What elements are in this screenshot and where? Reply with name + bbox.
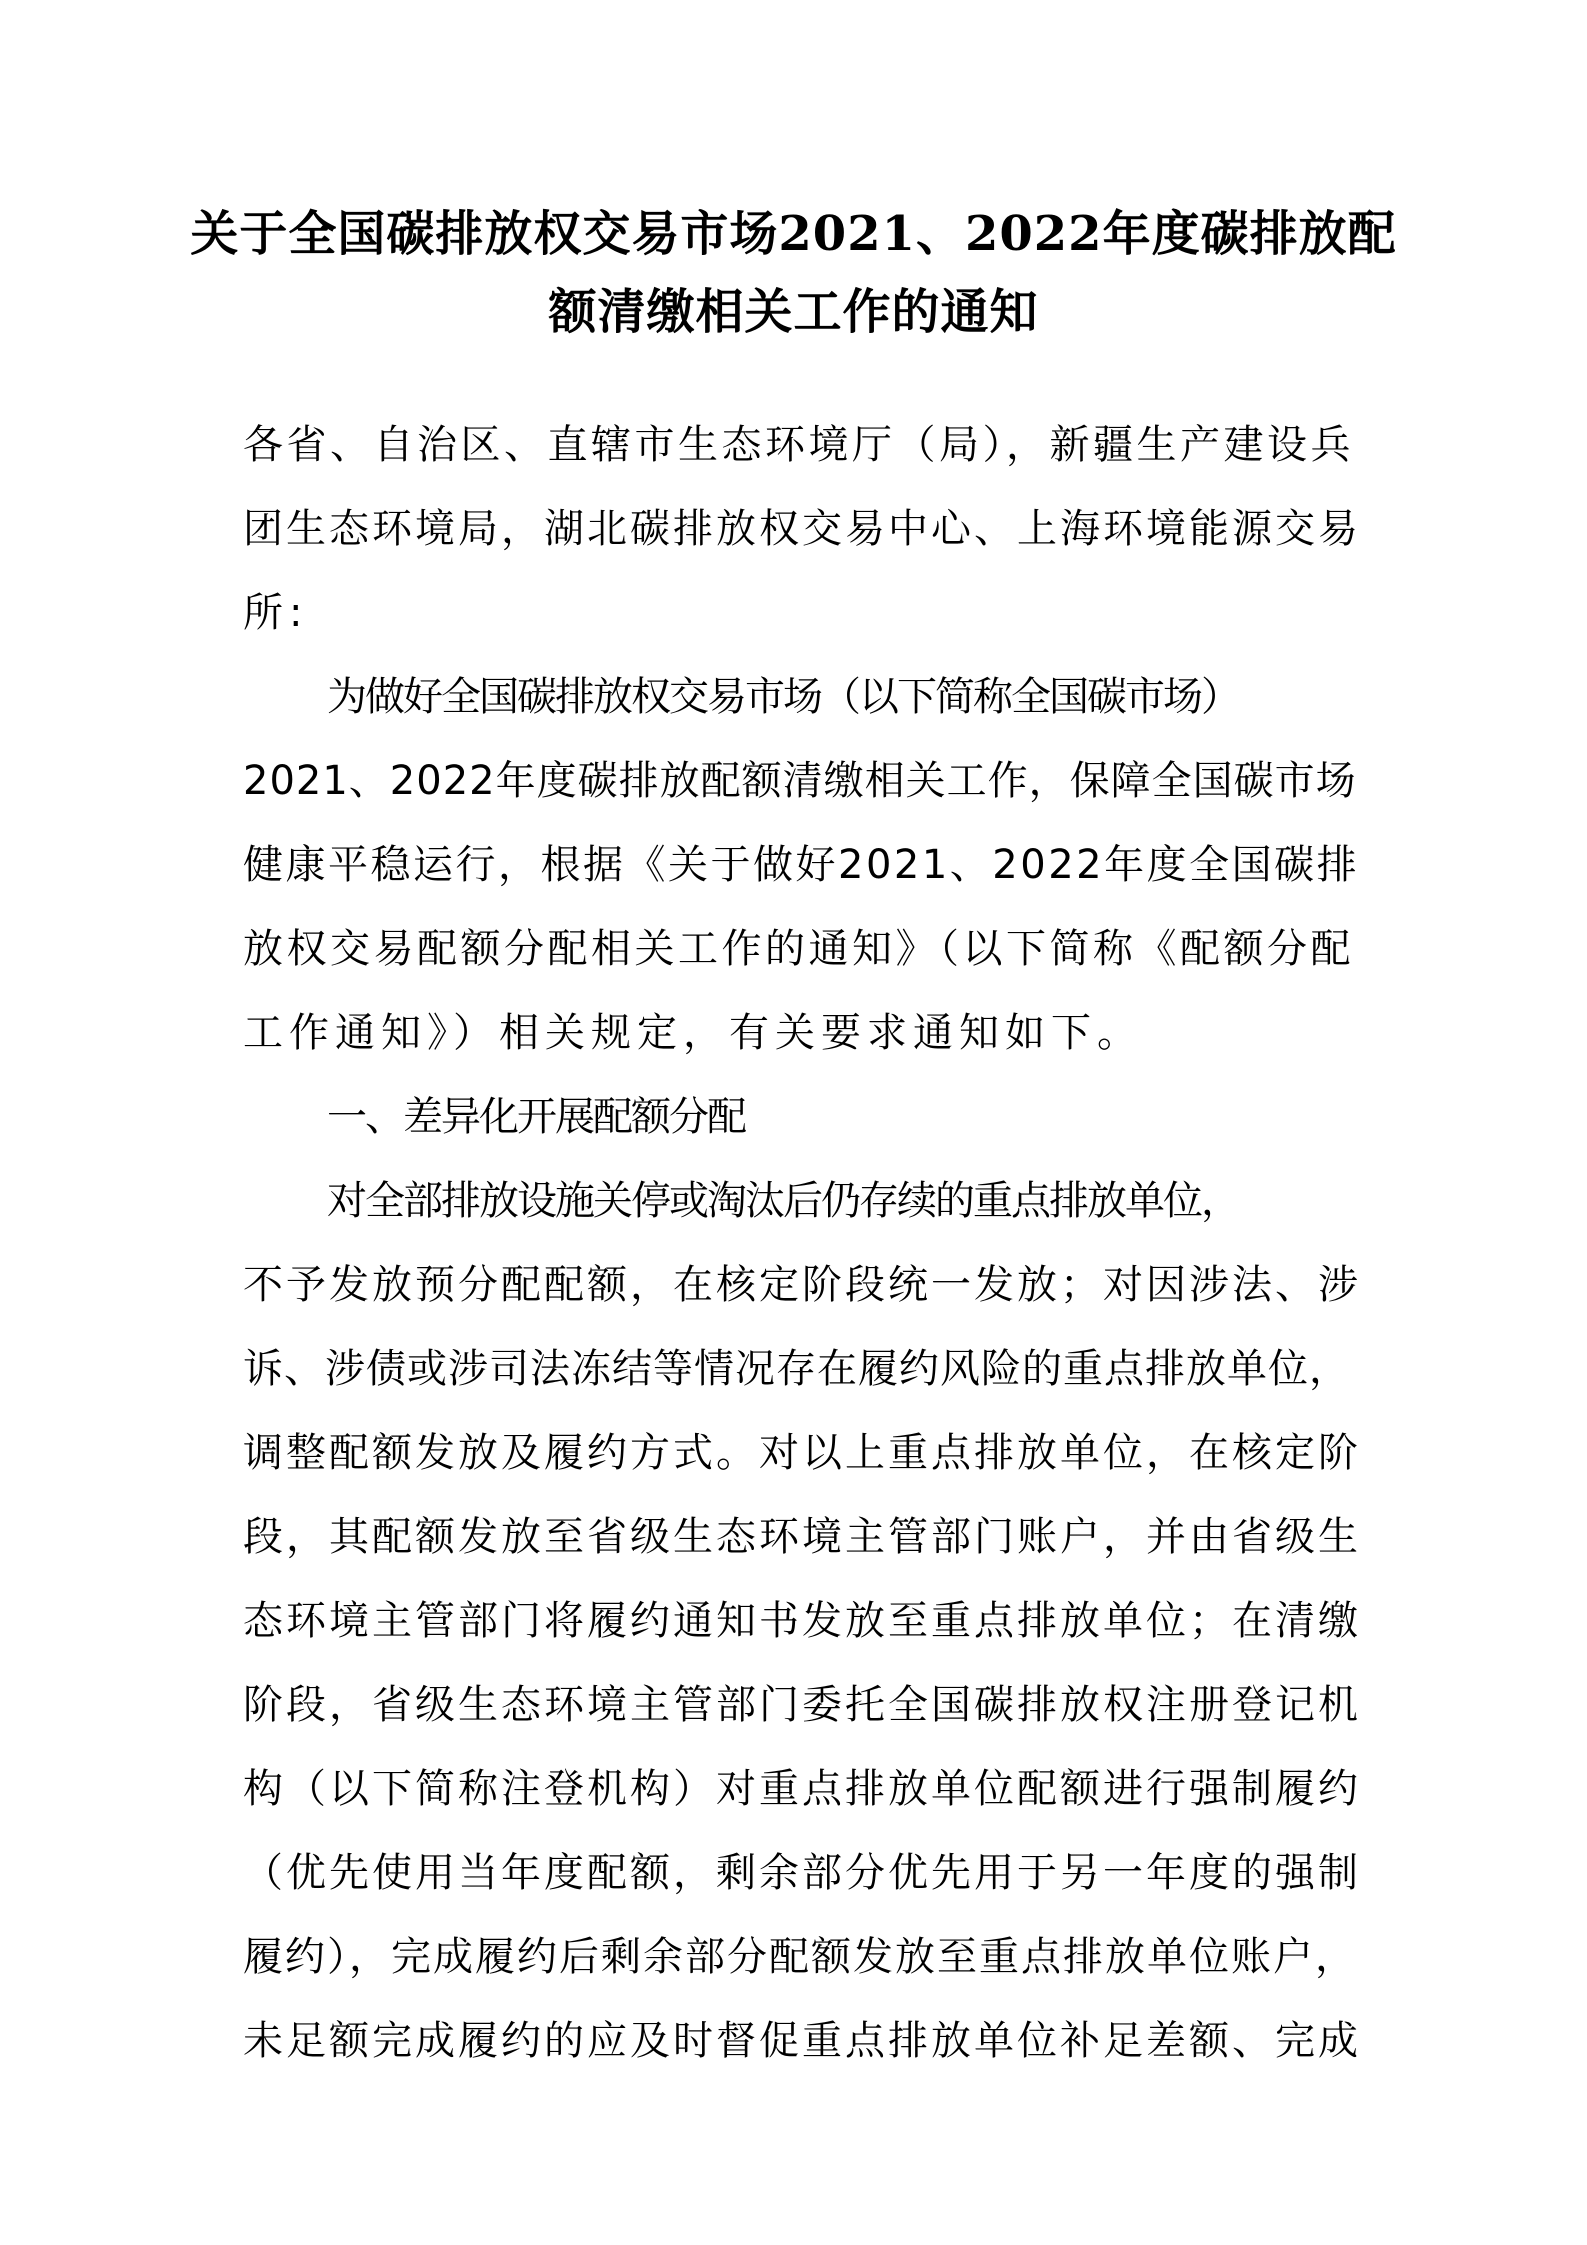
body-line: 段，其配额发放至省级生态环境主管部门账户，并由省级生 [243, 1514, 1361, 1560]
body-line: （优先使用当年度配额，剩余部分优先用于另一年度的强制 [243, 1850, 1361, 1896]
body-line: 构（以下简称注登机构）对重点排放单位配额进行强制履约 [243, 1766, 1361, 1812]
body-line: 团生态环境局，湖北碳排放权交易中心、上海环境能源交易 [243, 506, 1361, 552]
body-line: 健康平稳运行，根据《关于做好2021、2022年度全国碳排 [243, 842, 1360, 888]
body-line: 阶段，省级生态环境主管部门委托全国碳排放权注册登记机 [243, 1682, 1361, 1728]
body-line: 态环境主管部门将履约通知书发放至重点排放单位；在清缴 [243, 1598, 1361, 1644]
body-line: 不予发放预分配配额，在核定阶段统一发放；对因涉法、涉 [243, 1262, 1361, 1308]
body-line: 为做好全国碳排放权交易市场（以下简称全国碳市场） [327, 674, 1239, 720]
body-line: 诉、涉债或涉司法冻结等情况存在履约风险的重点排放单位， [243, 1346, 1350, 1392]
document-title-line-2: 额清缴相关工作的通知 [548, 284, 1039, 340]
body-line: 未足额完成履约的应及时督促重点排放单位补足差额、完成 [243, 2018, 1361, 2064]
body-line: 一、差异化开展配额分配 [327, 1094, 745, 1140]
body-line: 2021、2022年度碳排放配额清缴相关工作，保障全国碳市场 [243, 758, 1357, 804]
body-line: 放权交易配额分配相关工作的通知》（以下简称《配额分配 [243, 926, 1354, 972]
body-line: 对全部排放设施关停或淘汰后仍存续的重点排放单位， [327, 1178, 1239, 1224]
body-line: 各省、自治区、直辖市生态环境厅（局），新疆生产建设兵 [243, 422, 1354, 468]
body-line: 工作通知》）相关规定，有关要求通知如下。 [243, 1010, 1143, 1056]
body-line: 所: [243, 590, 309, 636]
body-line: 调整配额发放及履约方式。对以上重点排放单位，在核定阶 [243, 1430, 1361, 1476]
document-title-line-1: 关于全国碳排放权交易市场2021、2022年度碳排放配 [190, 206, 1397, 262]
body-line: 履约），完成履约后剩余部分配额发放至重点排放单位账户， [243, 1934, 1357, 1980]
